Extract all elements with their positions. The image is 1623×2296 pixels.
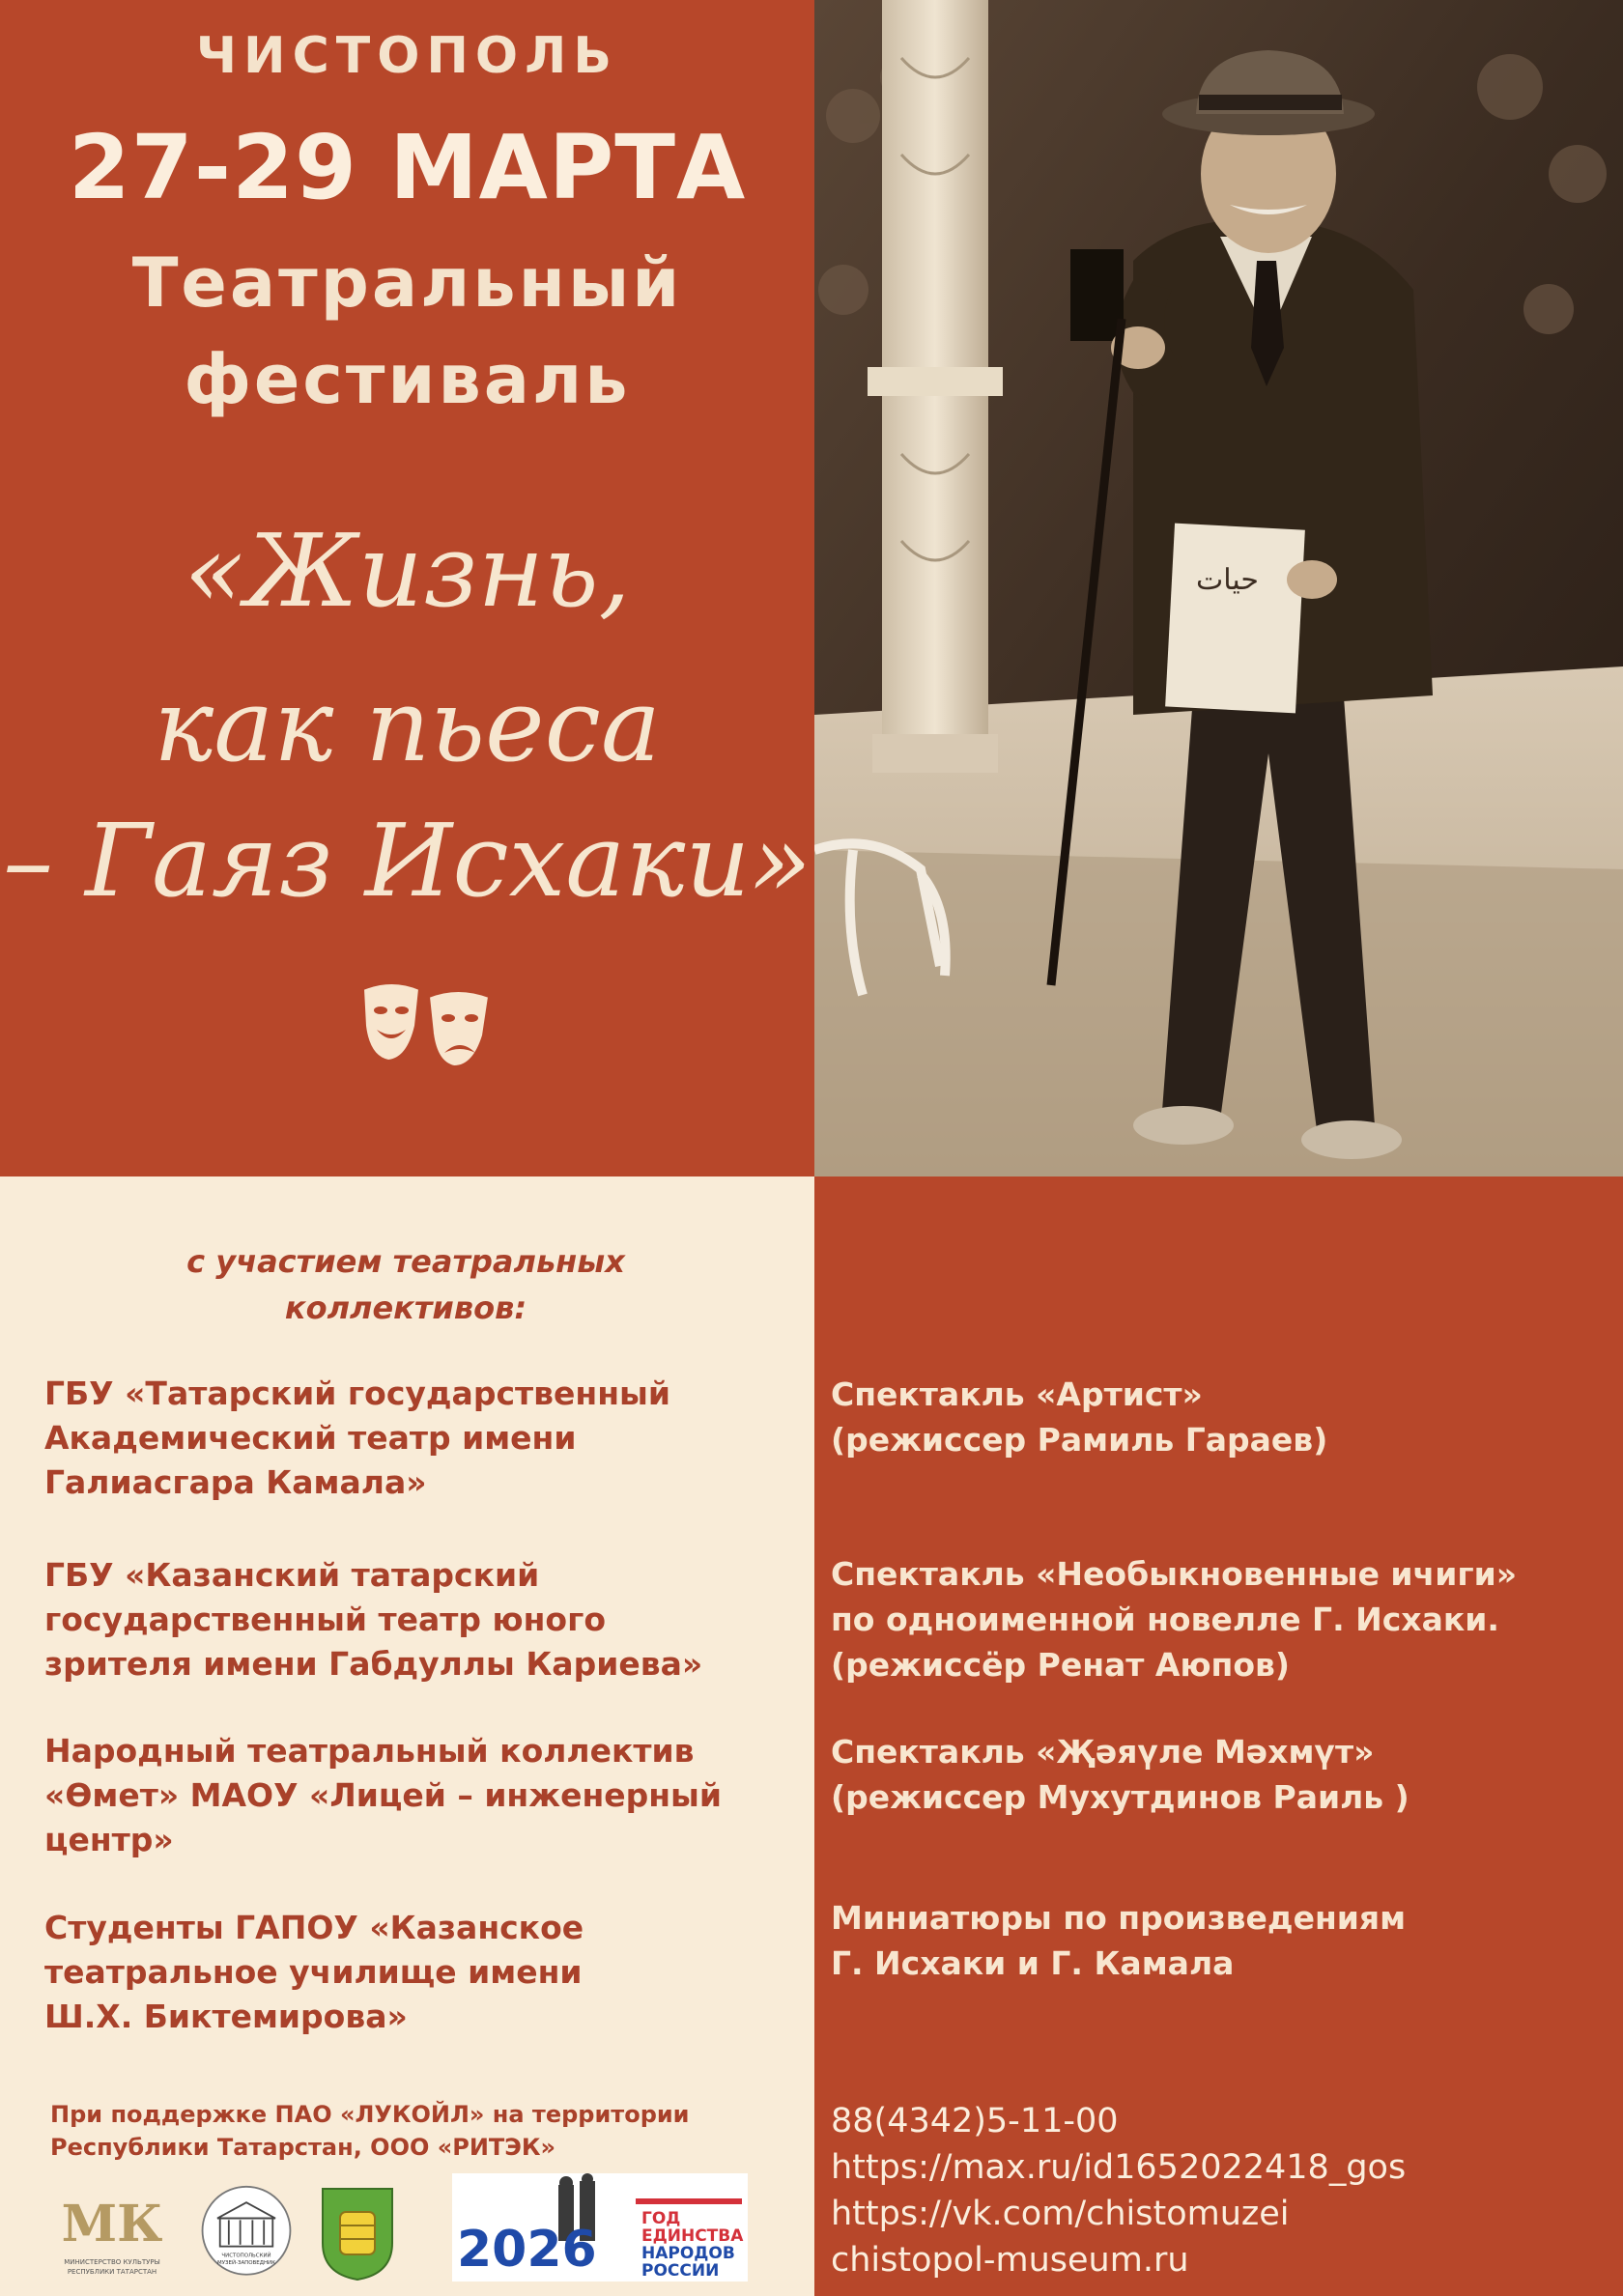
participant-org-4-line: Ш.Х. Биктемирова»	[44, 1998, 408, 2035]
festival-title-line3: – Гаяз Исхаки»	[3, 802, 812, 920]
sponsor-note-line1: При поддержке ПАО «ЛУКОЙЛ» на территории	[50, 2101, 690, 2128]
performance-4-line: Миниатюры по произведениям	[831, 1899, 1407, 1937]
performance-1-line: Спектакль «Артист»	[831, 1375, 1203, 1413]
participant-org-1-line: Академический театр имени	[44, 1419, 577, 1457]
participant-org-3	[44, 1729, 798, 1862]
portrait-photo	[814, 0, 1623, 1176]
sponsor-note	[50, 2098, 784, 2164]
contact-vk-link[interactable]: https://vk.com/chistomuzei	[831, 2195, 1290, 2233]
performance-4-line: Г. Исхаки и Г. Камала	[831, 1944, 1235, 1982]
performance-3-line: (режиссер Мухутдинов Раиль )	[831, 1778, 1409, 1816]
performance-3	[831, 1729, 1613, 1820]
svg-text:РЕСПУБЛИКИ ТАТАРСТАН: РЕСПУБЛИКИ ТАТАРСТАН	[67, 2268, 157, 2276]
svg-text:РОССИИ: РОССИИ	[641, 2261, 720, 2281]
performance-1-line: (режиссер Рамиль Гараев)	[831, 1421, 1328, 1459]
festival-label-line1: Театральный	[131, 243, 683, 323]
participant-org-3-line: Народный театральный коллектив	[44, 1732, 695, 1770]
performance-2-line: по одноименной новелле Г. Исхаки.	[831, 1601, 1499, 1638]
museum-reserve-logo	[193, 2185, 299, 2282]
participant-org-4-line: Студенты ГАПОУ «Казанское	[44, 1909, 584, 1946]
title-panel	[0, 0, 814, 1176]
participant-org-2-line: ГБУ «Казанский татарский	[44, 1556, 540, 1594]
svg-text:ГОД: ГОД	[641, 2209, 681, 2228]
performance-2-line: Спектакль «Необыкновенные ичиги»	[831, 1555, 1518, 1593]
participant-org-3-line: центр»	[44, 1821, 174, 1858]
participant-org-1	[44, 1372, 798, 1505]
svg-text:حيات: حيات	[1196, 563, 1259, 597]
participant-org-4	[44, 1906, 798, 2039]
svg-text:ЧИСТОПОЛЬСКИЙ: ЧИСТОПОЛЬСКИЙ	[221, 2253, 271, 2259]
city-coat-of-arms-logo	[319, 2185, 396, 2282]
festival-label-line2: фестиваль	[184, 340, 631, 419]
participant-org-2	[44, 1553, 798, 1687]
theatre-masks-icon	[354, 976, 498, 1072]
participant-org-1-line: ГБУ «Татарский государственный	[44, 1375, 670, 1412]
festival-dates: 27-29 МАРТА	[68, 116, 747, 219]
participants-intro-line2: коллективов:	[284, 1290, 527, 1326]
participants-intro	[116, 1238, 696, 1331]
performance-4	[831, 1895, 1613, 1986]
participants-intro-line1: с участием театральных	[186, 1243, 625, 1280]
svg-text:МК: МК	[61, 2195, 163, 2253]
svg-text:МУЗЕЙ-ЗАПОВЕДНИК: МУЗЕЙ-ЗАПОВЕДНИК	[217, 2259, 275, 2266]
participant-org-1-line: Галиасгара Камала»	[44, 1463, 427, 1501]
participant-org-3-line: «Өмет» МАОУ «Лицей – инженерный	[44, 1776, 723, 1814]
participant-org-4-line: театральное училище имени	[44, 1953, 583, 1991]
portrait-photo-image	[814, 0, 1623, 1176]
svg-text:ЕДИНСТВА: ЕДИНСТВА	[641, 2226, 744, 2246]
performance-2-line: (режиссёр Ренат Аюпов)	[831, 1646, 1290, 1684]
participant-org-2-line: государственный театр юного	[44, 1601, 607, 1638]
city-name: ЧИСТОПОЛЬ	[196, 27, 618, 85]
contact-website-link[interactable]: chistopol-museum.ru	[831, 2241, 1189, 2280]
contacts-block	[831, 2098, 1613, 2283]
participant-org-2-line: зрителя имени Габдуллы Кариева»	[44, 1645, 703, 1683]
svg-text:НАРОДОВ: НАРОДОВ	[641, 2244, 735, 2263]
festival-title-line1: «Жизнь,	[184, 512, 631, 630]
year-of-unity-2026-logo	[452, 2173, 748, 2282]
performance-2	[831, 1551, 1613, 1687]
svg-text:2026: 2026	[457, 2221, 597, 2279]
festival-title-line2: как пьеса	[154, 666, 661, 784]
svg-text:МИНИСТЕРСТВО КУЛЬТУРЫ: МИНИСТЕРСТВО КУЛЬТУРЫ	[64, 2258, 160, 2266]
performance-1	[831, 1372, 1613, 1462]
sponsor-note-line2: Республики Татарстан, ООО «РИТЭК»	[50, 2134, 556, 2161]
contact-max-link[interactable]: https://max.ru/id1652022418_gos	[831, 2148, 1407, 2187]
performance-3-line: Спектакль «Җәяүле Мәхмүт»	[831, 1733, 1375, 1771]
contact-phone[interactable]: 88(4342)5-11-00	[831, 2102, 1119, 2140]
ministry-of-culture-logo	[54, 2185, 170, 2282]
